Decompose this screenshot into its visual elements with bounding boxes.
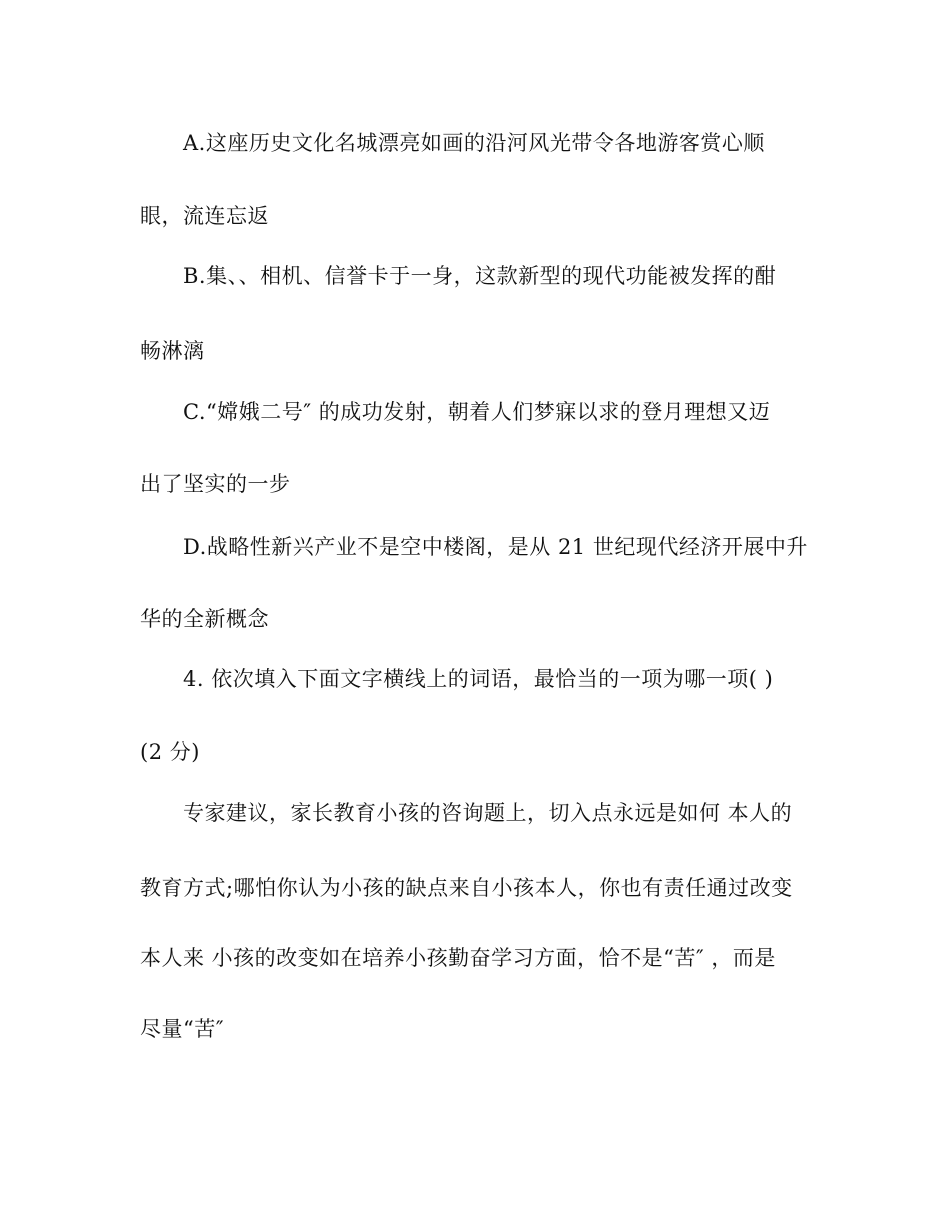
passage-line-4: 尽量“苦″ (140, 1017, 225, 1041)
passage-line-2: 教育方式;哪怕你认为小孩的缺点来自小孩本人，你也有责任通过改变 (140, 876, 793, 900)
option-c-line-2: 出了坚实的一步 (140, 472, 291, 496)
question-4-line-1: 4. 依次填入下面文字横线上的词语，最恰当的一项为哪一项( ) (183, 667, 774, 691)
option-c-line-1: C.“嫦娥二号″ 的成功发射，朝着人们梦寐以求的登月理想又迈 (183, 400, 771, 424)
passage-line-3: 本人来 小孩的改变如在培养小孩勤奋学习方面，恰不是“苦″ ，而是 (140, 946, 776, 970)
option-b-line-1: B.集、、相机、信誉卡于一身，这款新型的现代功能被发挥的酣 (183, 264, 777, 288)
option-b-line-2: 畅淋漓 (140, 339, 205, 363)
option-d-line-1: D.战略性新兴产业不是空中楼阁，是从 21 世纪现代经济开展中升 (183, 535, 808, 559)
passage-line-1: 专家建议，家长教育小孩的咨询题上，切入点永远是如何 本人的 (183, 801, 793, 825)
question-4-line-2: (2 分) (140, 740, 200, 764)
option-a-line-1: A.这座历史文化名城漂亮如画的沿河风光带令各地游客赏心顺 (183, 131, 765, 155)
option-d-line-2: 华的全新概念 (140, 607, 269, 631)
option-a-line-2: 眼，流连忘返 (140, 204, 269, 228)
